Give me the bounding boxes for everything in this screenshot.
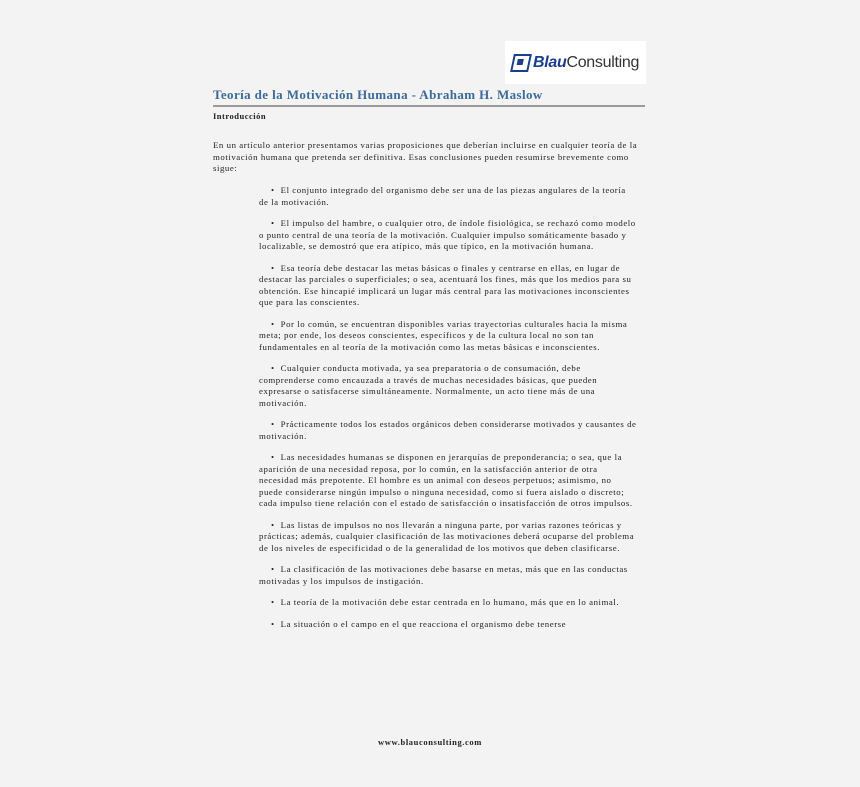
list-item: • El impulso del hambre, o cualquier otro, de índole fisiológica, se rechazó como modelo o punto central de una teoría de la motivación. Cualquier impulso somáticamente basado y localizable, se demostró que era atípico, más que típico, en la motivación humana.: [259, 218, 637, 253]
logo-brand-rest: Consulting: [566, 53, 640, 71]
list-item: • Las necesidades humanas se disponen en jerarquías de preponderancia; o sea, que la aparición de una necesidad reposa, por lo común, en la satisfacción anterior de otra necesidad más prepotente. El hombre es un animal con deseos perpetuos; asimismo, no puede considerarse ningún impulso o ninguna necesidad, como si fuera aislado o discreto; cada impulso tiene relación con el estado de satisfacción o insatisfacción de otros impulsos.: [259, 452, 637, 510]
proposition-list: [259, 185, 637, 640]
company-logo: [505, 41, 646, 84]
list-item: • Por lo común, se encuentran disponibles varias trayectorias culturales hacia la misma meta; por ende, los deseos conscientes, específicos y de la cultura local no son tan fundamentales en al teoría de la motivación como las metas básicas e inconscientes.: [259, 319, 637, 354]
logo-icon: [510, 54, 532, 72]
document-title: Teoría de la Motivación Humana - Abraham H. Maslow: [213, 87, 645, 107]
logo-brand-bold: Blau: [532, 53, 567, 71]
list-item: • La situación o el campo en el que reacciona el organismo debe tenerse: [259, 619, 637, 631]
section-heading: Introducción: [213, 111, 267, 121]
intro-paragraph: En un artículo anterior presentamos varias proposiciones que deberían incluirse en cualquier teoría de la motivación humana que pretenda ser definitiva. Esas conclusiones pueden resumirse brevemente como sigue:: [213, 140, 638, 173]
footer-url: www.blauconsulting.com: [378, 737, 482, 747]
list-item: • La teoría de la motivación debe estar centrada en lo humano, más que en lo animal.: [259, 597, 637, 609]
list-item: • Las listas de impulsos no nos llevarán a ninguna parte, por varias razones teóricas y prácticas; además, cualquier clasificación de las motivaciones deberá ocuparse del problema de los niveles de especificidad o de la generalidad de los motivos que deben clasificarse.: [259, 520, 637, 555]
list-item: • Esa teoría debe destacar las metas básicas o finales y centrarse en ellas, en lugar de destacar las parciales o superficiales; o sea, acentuará los fines, más que los medios para su obtención. Ese hincapié implicará un lugar más central para las motivaciones inconscientes que para las conscientes.: [259, 263, 637, 309]
list-item: • La clasificación de las motivaciones debe basarse en metas, más que en las conductas motivadas y los impulsos de instigación.: [259, 564, 637, 587]
list-item: • El conjunto integrado del organismo debe ser una de las piezas angulares de la teoría de la motivación.: [259, 185, 637, 208]
list-item: • Prácticamente todos los estados orgánicos deben considerarse motivados y causantes de motivación.: [259, 419, 637, 442]
list-item: • Cualquier conducta motivada, ya sea preparatoria o de consumación, debe comprenderse como encauzada a través de muchas necesidades básicas, que pueden expresarse o satisfacerse simultáneamente. Normalmente, un acto tiene más de una motivación.: [259, 363, 637, 409]
